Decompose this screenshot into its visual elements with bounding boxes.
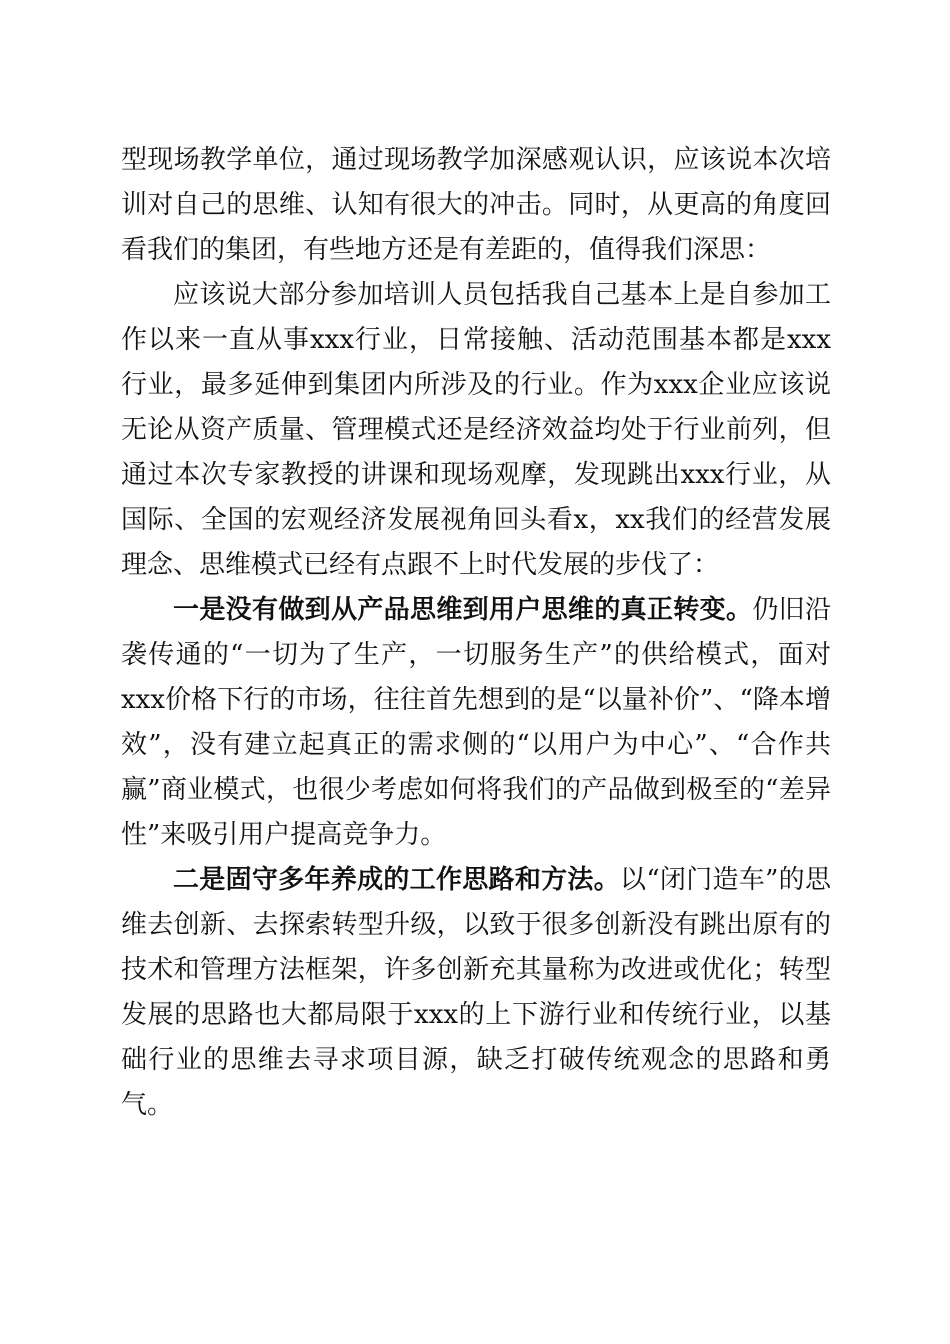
paragraph-lead-heading: 二是固守多年养成的工作思路和方法。	[173, 865, 621, 895]
paragraph-point-two	[121, 858, 831, 1128]
paragraph-training-reflection	[121, 273, 831, 588]
paragraph-lead-heading: 一是没有做到从产品思维到用户思维的真正转变。	[173, 595, 753, 625]
paragraph-text: 仍旧沿袭传通的“一切为了生产，一切服务生产”的供给模式，面对xxx价格下行的市场，往往首先想到的是“以量补价”、“降本增效”，没有建立起真正的需求侧的“以用户为中心”、“合作共赢”商业模式，也很少考虑如何将我们的产品做到极至的“差异性”来吸引用户提高竞争力。	[121, 595, 831, 850]
paragraph-text: 以“闭门造车”的思维去创新、去探索转型升级，以致于很多创新没有跳出原有的技术和管理方法框架，许多创新充其量称为改进或优化；转型发展的思路也大都局限于xxx的上下游行业和传统行业，以基础行业的思维去寻求项目源，缺乏打破传统观念的思路和勇气。	[121, 865, 831, 1120]
paragraph-continuation	[121, 138, 831, 273]
paragraph-text: 型现场教学单位，通过现场教学加深感观认识，应该说本次培训对自己的思维、认知有很大的冲击。同时，从更高的角度回看我们的集团，有些地方还是有差距的，值得我们深思：	[121, 145, 831, 265]
paragraph-point-one	[121, 588, 831, 858]
document-page	[121, 138, 831, 1128]
paragraph-text: 应该说大部分参加培训人员包括我自己基本上是自参加工作以来一直从事xxx行业，日常接触、活动范围基本都是xxx行业，最多延伸到集团内所涉及的行业。作为xxx企业应该说无论从资产质量、管理模式还是经济效益均处于行业前列，但通过本次专家教授的讲课和现场观摩，发现跳出xxx行业，从国际、全国的宏观经济发展视角回头看x，xx我们的经营发展理念、思维模式已经有点跟不上时代发展的步伐了：	[121, 280, 831, 580]
